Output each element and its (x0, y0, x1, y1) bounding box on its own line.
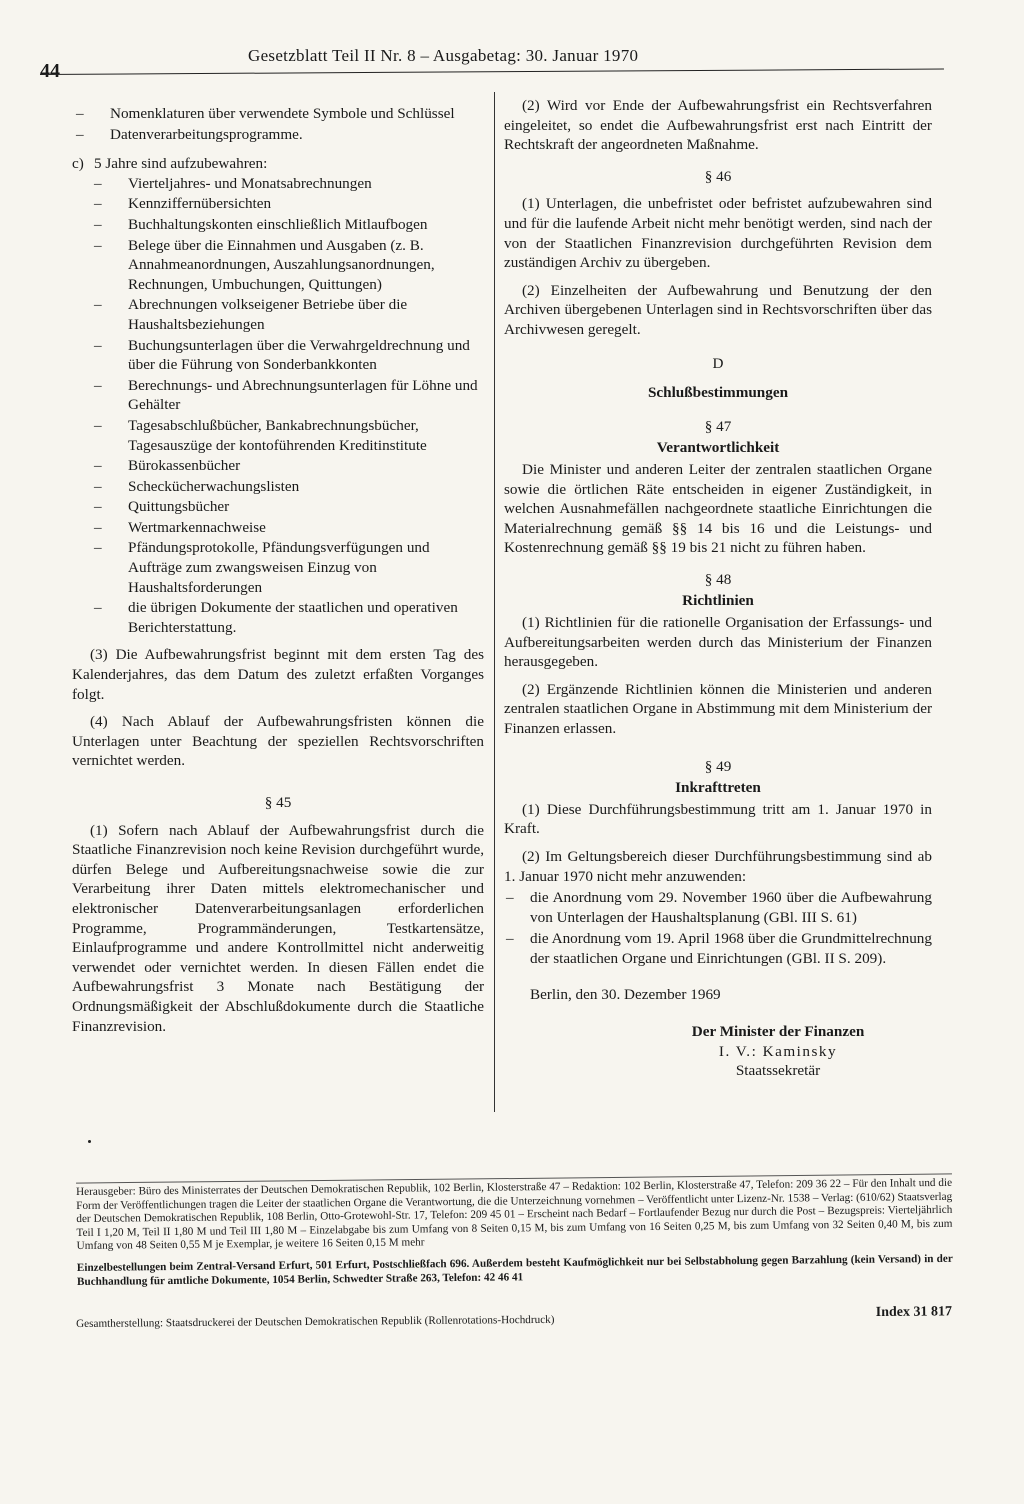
list-item: – Bürokassenbücher (94, 457, 241, 475)
list-item: – die Anordnung vom 19. April 1968 über die Grundmittelrechnung der staatlichen Organe und Einrichtungen (GBl. II S. 209). (506, 930, 932, 967)
paragraph-4: (4) Nach Ablauf der Aufbewahrungsfristen können die Unterlagen unter Beachtung der speziellen Rechtsvorschriften vernichtet werden. (72, 713, 484, 770)
header-rule (40, 68, 944, 75)
page-number: 44 (40, 60, 60, 82)
list-item: – Wertmarkennachweise (94, 518, 266, 536)
list-item: – Scheckücherwachungslisten (94, 477, 300, 495)
right-column (504, 96, 932, 1081)
list-item: – Tagesabschlußbücher, Bankabrechnungsbücher, Tagesauszüge der kontoführenden Kreditinstitute (94, 416, 427, 454)
list-item: – Buchungsunterlagen über die Verwahrgeldrechnung und über die Führung von Sonderbankkonten (94, 336, 470, 374)
list-item: – Quittungsbücher (94, 498, 230, 516)
imprint-publisher: Herausgeber: Büro des Ministerrates der Deutschen Demokratischen Republik, 102 Berlin, Klosterstraße 47 – Redaktion: 102 Berlin, Klosterstraße 47, Telefon: 209 36 22 – Für den Inhalt und die Form der Veröffentlichungen tragen die Leiter der staatlichen Organe die Verantwortung, die die Unterzeichnung vornehmen – Veröffentlicht unter Lizenz-Nr. 1538 – Verlag: (610/62) Staatsverlag der Deutschen Demokratischen Republik, 108 Berlin, Otto-Grotewohl-Str. 17, Telefon: 209 45 01 – Erscheint nach Bedarf – Fortlaufender Bezug nur durch die Post – Bezugspreis: Vierteljährlich Teil I 1,20 M, Teil II 1,80 M und Teil III 1,80 M – Einzelabgabe bis zum Umfang von 8 Seiten 0,15 M, bis zum Umfang von 16 Seiten 0,25 M, bis zum Umfang von 32 Seiten 0,40 M, bis zum Umfang von 48 Seiten 0,55 M je Exemplar, je weitere 16 Seiten 0,15 M mehr (76, 1176, 953, 1253)
list-item: – Pfändungsprotokolle, Pfändungsverfügungen und Aufträge zum zwangsweisen Einzug von Haushaltsforderungen (94, 539, 430, 596)
list-item: – Abrechnungen volkseigener Betriebe über die Haushaltsbeziehungen (94, 296, 408, 333)
section-heading-48: § 48 (704, 570, 732, 588)
signature-name: I. V.: Kaminsky (718, 1042, 838, 1060)
column-divider (494, 92, 495, 1112)
list-item: – Vierteljahres- und Monatsabrechnungen (94, 174, 372, 192)
section-49-title: Inkrafttreten (675, 779, 761, 797)
section-47-paragraph: Die Minister und anderen Leiter der zentralen staatlichen Organe sowie die örtlichen Räte entscheiden in eigener Zuständigkeit, in welchen Ausnahmefällen nachgeordnete staatliche Einrichtungen die Materialrechnung gemäß §§ 14 bis 16 und die Leistungs- und Kostenrechnung gemäß §§ 19 bis 21 nicht zu führen haben. (504, 460, 932, 557)
list-item: – die Anordnung vom 29. November 1960 über die Aufbewahrung von Unterlagen der Haushaltsplanung (GBl. III S. 61) (506, 889, 932, 926)
imprint-printer-line (76, 1304, 953, 1330)
section-heading-45: § 45 (264, 794, 292, 811)
index-number: Index 31 817 (875, 1304, 953, 1321)
stray-dot (88, 1140, 91, 1143)
left-column (72, 104, 484, 1036)
page-header-title: Gesetzblatt Teil II Nr. 8 – Ausgabetag: 30. Januar 1970 (248, 46, 639, 65)
imprint-printer: Gesamtherstellung: Staatsdruckerei der Deutschen Demokratischen Republik (Rollenrotations-Hochdruck) (76, 1313, 555, 1330)
list-item: – Belege über die Einnahmen und Ausgaben (z. B. Annahmeanordnungen, Auszahlungsanordnungen, Rechnungen, Umbuchungen, Quittungen) (94, 236, 435, 293)
section-heading-47: § 47 (704, 417, 732, 435)
imprint-orders: Einzelbestellungen beim Zentral-Versand Erfurt, 501 Erfurt, Postschließfach 696. Außerdem besteht Kaufmöglichkeit nur bei Selbstabholung gegen Barzahlung (kein Versand) in der Buchhandlung für amtliche Dokumente, 1054 Berlin, Schwedter Straße 263, Telefon: 42 46 41 (76, 1252, 953, 1288)
section-48-title: Richtlinien (682, 592, 754, 610)
part-title: Schlußbestimmungen (647, 384, 789, 402)
section-45-paragraph-1: (1) Sofern nach Ablauf der Aufbewahrungsfrist durch die Staatliche Finanzrevision noch keine Revision durchgeführt wurde, dürfen Belege und Aufbereitungsnachweise sowie die zur Verarbeitung ihrer Daten mittels elektromechanischer und elektronischer Datenverarbeitungsanlagen erforderlichen Programme, Programmänderungen, Testkartensätze, Einlaufprogramme und andere Kontrollmittel nicht anderweitig verwendet oder vernichtet werden. In diesen Fällen endet die Aufbewahrungsfrist 3 Monate nach Bestätigung der Ordnungsmäßigkeit der Abschlußdokumente durch die Staatliche Finanzrevision. (72, 821, 484, 1035)
signature-role: Staatssekretär (735, 1062, 821, 1080)
list-item: – Datenverarbeitungsprogramme. (76, 125, 303, 143)
list-item: – Nomenklaturen über verwendete Symbole und Schlüssel (76, 105, 455, 122)
part-letter: D (712, 354, 724, 372)
section-48-paragraph-2: (2) Ergänzende Richtlinien können die Ministerien und anderen zentralen staatlichen Organe in Abstimmung mit dem Ministerium der Finanzen erlassen. (504, 680, 932, 738)
list-item: – Berechnungs- und Abrechnungsunterlagen für Löhne und Gehälter (94, 376, 478, 414)
section-48-paragraph-1: (1) Richtlinien für die rationelle Organisation der Erfassungs- und Aufbereitungsarbeiten werden durch das Ministerium der Finanzen herausgegeben. (504, 614, 932, 671)
paragraph-3: (3) Die Aufbewahrungsfrist beginnt mit dem ersten Tag des Kalenderjahres, das dem Datum des zuletzt erfaßten Vorganges folgt. (72, 646, 484, 703)
section-47-title: Verantwortlichkeit (656, 439, 780, 457)
place-and-date: Berlin, den 30. Dezember 1969 (530, 985, 721, 1003)
section-49-paragraph-2: (2) Im Geltungsbereich dieser Durchführungsbestimmung sind ab 1. Januar 1970 nicht mehr anzuwenden: (504, 848, 932, 885)
list-label-c: c) 5 Jahre sind aufzubewahren: (72, 155, 268, 173)
section-49-paragraph-1: (1) Diese Durchführungsbestimmung tritt am 1. Januar 1970 in Kraft. (504, 800, 932, 838)
imprint (76, 1177, 953, 1289)
section-46-paragraph-1: (1) Unterlagen, die unbefristet oder befristet aufzubewahren sind und für die laufende Arbeit nicht mehr benötigt werden, sind nach der von der Staatlichen Finanzrevision durchgeführten Revision dem zuständigen Archiv zu übergeben. (504, 195, 932, 272)
list-item: – Kennziffernübersichten (94, 195, 272, 213)
list-item: – Buchhaltungskonten einschließlich Mitlaufbogen (94, 215, 428, 233)
section-heading-46: § 46 (704, 167, 732, 185)
signature-office: Der Minister der Finanzen (691, 1023, 865, 1041)
list-item: – die übrigen Dokumente der staatlichen und operativen Berichterstattung. (94, 599, 458, 636)
section-heading-49: § 49 (704, 757, 732, 775)
section-45-paragraph-2: (2) Wird vor Ende der Aufbewahrungsfrist ein Rechtsverfahren eingeleitet, so endet die Aufbewahrungsfrist erst nach Eintritt der Rechtskraft der angeordneten Maßnahme. (504, 97, 932, 154)
section-46-paragraph-2: (2) Einzelheiten der Aufbewahrung und Benutzung der den Archiven übergebenen Unterlagen sind in Rechtsvorschriften über das Archivwesen geregelt. (504, 281, 932, 338)
